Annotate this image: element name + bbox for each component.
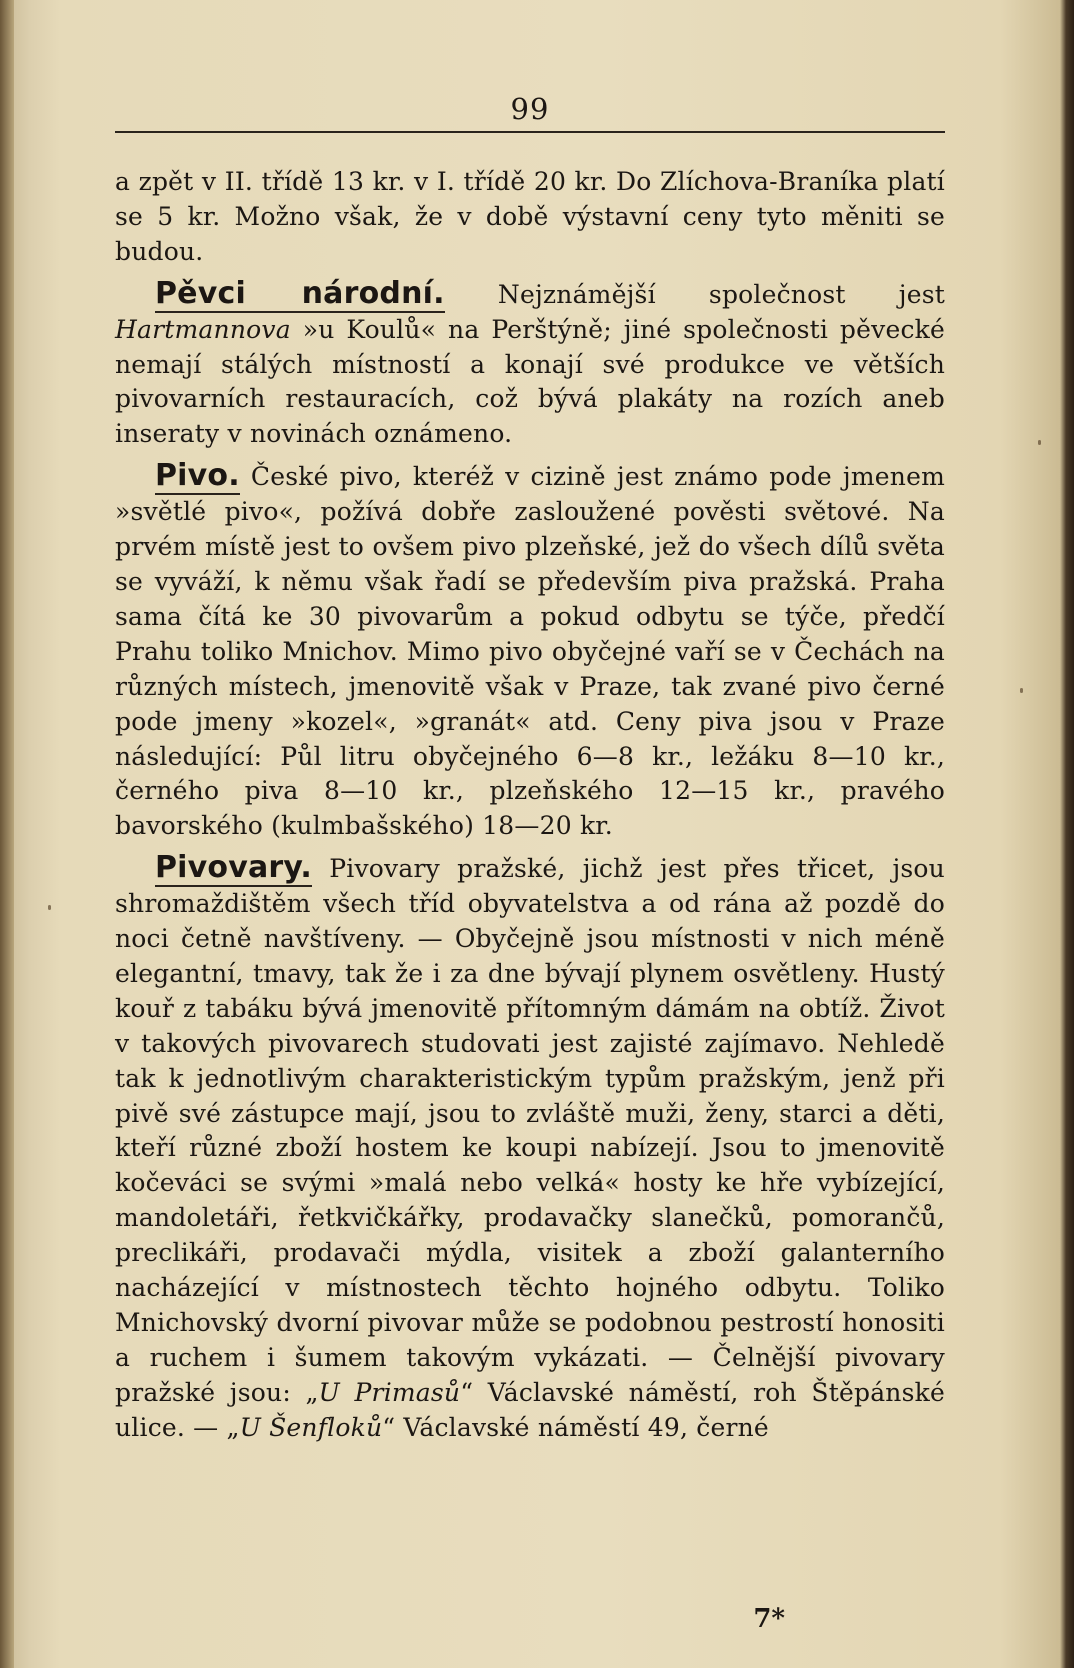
paragraph-text: “ Václavské náměstí 49, černé bbox=[382, 1412, 769, 1442]
section-heading: Pivo. bbox=[155, 458, 240, 494]
paper-speck bbox=[1020, 688, 1023, 693]
paper-speck bbox=[48, 905, 51, 910]
paragraph-pivovary bbox=[115, 852, 945, 1445]
italic-name: U Šenfloků bbox=[239, 1412, 383, 1442]
paragraph-pevci-narodni bbox=[115, 275, 945, 453]
paragraph-text: a zpět v II. třídě 13 kr. v I. třídě 20 kr. Do Zlíchova-Braníka platí se 5 kr. Možno však, že v době výstavní ceny tyto měniti se budou. bbox=[115, 167, 945, 266]
paragraph-pivo bbox=[115, 460, 945, 844]
italic-name: U Primasů bbox=[318, 1377, 461, 1407]
book-page bbox=[115, 0, 945, 1668]
page-number: 99 bbox=[510, 92, 550, 126]
italic-name: Hartmannova bbox=[115, 314, 291, 344]
body-text bbox=[115, 165, 945, 1446]
paragraph-text: České pivo, kteréž v cizině jest známo pode jmenem »světlé pivo«, požívá dobře zasloužené pověsti světové. Na prvém místě jest to ovšem pivo plzeňské, jež do všech dílů světa se vyváží, k němu však řadí se především piva pražská. Praha sama čítá ke 30 pivovarům a pokud odbytu se týče, předčí Prahu toliko Mnichov. Mimo pivo obyčejné vaří se v Čechách na různých místech, jmenovitě však v Praze, tak zvané pivo černé pode jmeny »kozel«, »granát« atd. Ceny piva jsou v Praze následující: Půl litru obyčejného 6—8 kr., ležáku 8—10 kr., černého piva 8—10 kr., plzeňského 12—15 kr., pravého bavorského (kulmbašského) 18—20 kr. bbox=[115, 462, 945, 841]
paper-speck bbox=[1038, 440, 1041, 445]
section-heading: Pivovary. bbox=[155, 850, 313, 886]
signature-mark: 7* bbox=[753, 1604, 785, 1634]
paragraph-intro bbox=[115, 165, 945, 270]
paragraph-text: “ Václavské náměstí, roh Štěpánské ulice. — „ bbox=[115, 1377, 945, 1442]
paragraph-text: »u Koulů« na Perštýně; jiné společnosti pěvecké nemají stálých místností a konají své produkce ve větších pivovarních restauracích, což bývá plakáty na rozích aneb inseraty v novinách oznámeno. bbox=[115, 314, 945, 449]
header-rule bbox=[115, 131, 945, 133]
paragraph-text: Nejznámější společnost jest bbox=[444, 279, 945, 309]
paragraph-text: Pivovary pražské, jichž jest přes třicet, jsou shromaždištěm všech tříd obyvatelstva a od rána až pozdě do noci četně navštíveny. — Obyčejně jsou místnosti v nich méně elegantní, tmavy, tak že i za dne bývají plynem osvětleny. Hustý kouř z tabáku bývá jmenovitě přítomným dámám na obtíž. Život v takových pivovarech studovati jest zajisté zajímavo. Nehledě tak k jednotlivým charakteristickým typům pražským, jenž při pivě své zástupce mají, jsou to zvláště muži, ženy, starci a děti, kteří různé zboží hostem ke koupi nabízejí. Jsou to jmenovitě kočeváci se svými »malá nebo velká« hosty ke hře vybízející, mandoletáři, řetkvičkářky, prodavačky slanečků, pomorančů, preclikáři, prodavači mýdla, visitek a zboží galanterního nacházející v místnostech těchto hojného odbytu. Toliko Mnichovský dvorní pivovar může se podobnou pestrostí honositi a ruchem i šumem takovým vykázati. — Čelnější pivovary pražské jsou: „ bbox=[115, 854, 945, 1407]
section-heading: Pěvci národní. bbox=[155, 275, 445, 311]
book-spine-edge bbox=[0, 0, 14, 1668]
